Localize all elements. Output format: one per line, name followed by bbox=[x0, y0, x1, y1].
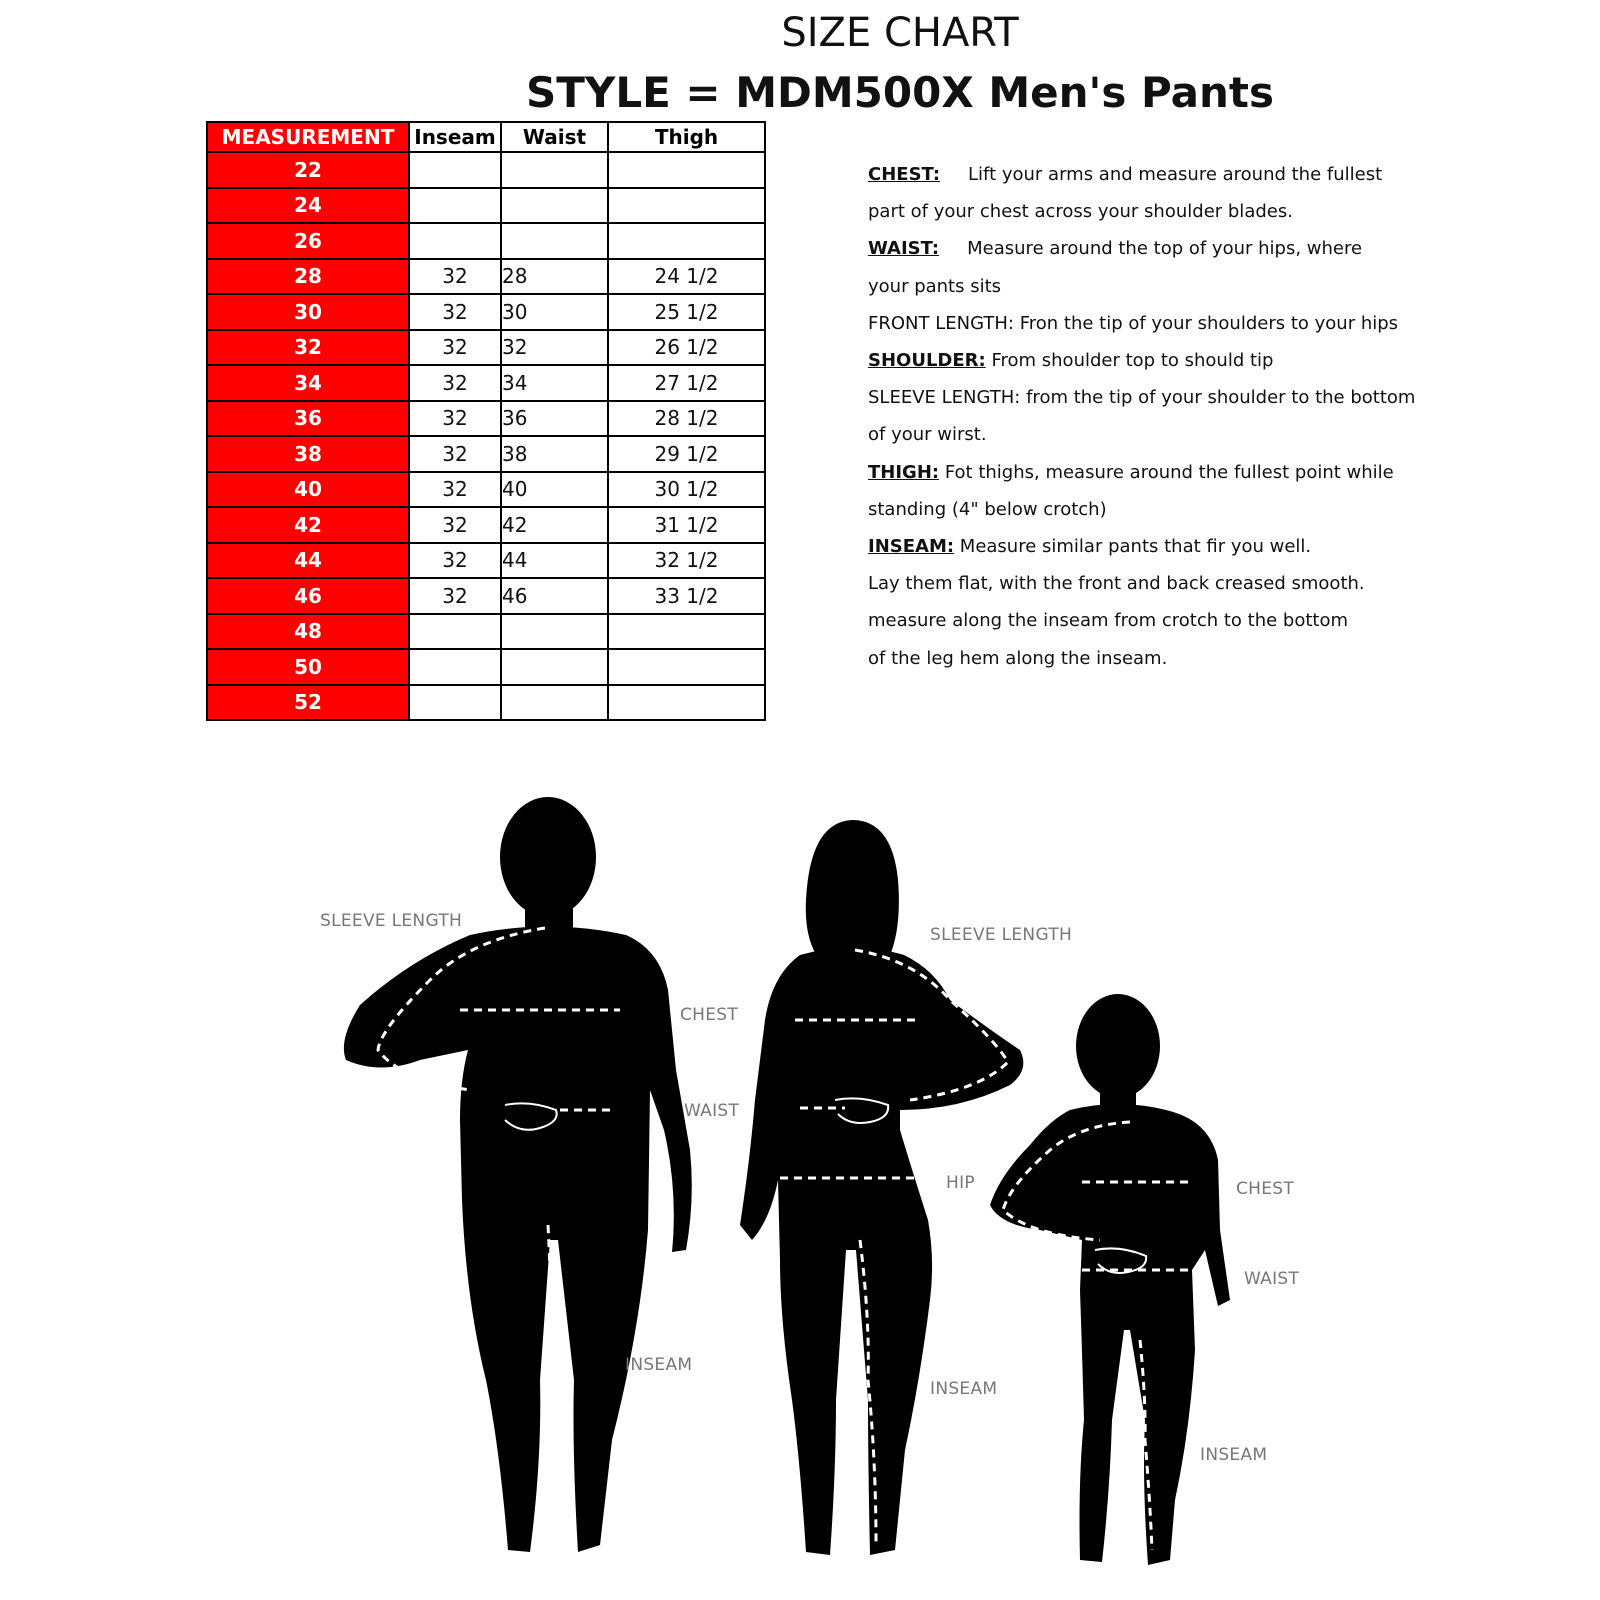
waist-cell: 34 bbox=[501, 365, 608, 401]
waist-cell: 42 bbox=[501, 507, 608, 543]
inseam-cell: 32 bbox=[409, 330, 501, 366]
waist-cell: 46 bbox=[501, 578, 608, 614]
col-header-measurement: MEASUREMENT bbox=[207, 122, 409, 152]
thigh-cell: 28 1/2 bbox=[608, 401, 765, 437]
note-inseam-label: INSEAM: bbox=[868, 536, 955, 558]
child-inseam-label: INSEAM bbox=[1200, 1445, 1268, 1465]
size-cell: 36 bbox=[207, 401, 409, 437]
note-inseam-text: Measure similar pants that fir you well. bbox=[959, 536, 1312, 558]
note-thigh-label: THIGH: bbox=[868, 461, 940, 483]
man-inseam-line bbox=[548, 1225, 560, 1535]
size-cell: 48 bbox=[207, 614, 409, 650]
size-cell: 50 bbox=[207, 649, 409, 685]
note-thigh-text-2: standing (4" below crotch) bbox=[868, 498, 1107, 520]
col-header-inseam: Inseam bbox=[409, 122, 501, 152]
size-cell: 38 bbox=[207, 436, 409, 472]
waist-cell: 32 bbox=[501, 330, 608, 366]
note-shoulder-text: From shoulder top to should tip bbox=[991, 350, 1274, 372]
inseam-cell: 32 bbox=[409, 294, 501, 330]
thigh-cell: 31 1/2 bbox=[608, 507, 765, 543]
thigh-cell: 26 1/2 bbox=[608, 330, 765, 366]
waist-cell: 36 bbox=[501, 401, 608, 437]
page-title: SIZE CHART bbox=[781, 10, 1019, 56]
note-front-length: FRONT LENGTH: Fron the tip of your shoulders to your hips bbox=[868, 312, 1399, 334]
col-header-waist: Waist bbox=[501, 122, 608, 152]
size-cell: 44 bbox=[207, 543, 409, 579]
man-inseam-label: INSEAM bbox=[625, 1355, 693, 1375]
thigh-cell: 32 1/2 bbox=[608, 543, 765, 579]
thigh-cell: 29 1/2 bbox=[608, 436, 765, 472]
waist-cell: 28 bbox=[501, 259, 608, 295]
waist-cell: 40 bbox=[501, 472, 608, 508]
style-heading: STYLE = MDM500X Men's Pants bbox=[526, 68, 1274, 117]
note-waist-text-2: your pants sits bbox=[868, 275, 1002, 297]
inseam-cell: 32 bbox=[409, 472, 501, 508]
note-chest-label: CHEST: bbox=[868, 164, 941, 185]
thigh-cell: 30 1/2 bbox=[608, 472, 765, 508]
note-chest-text-2: part of your chest across your shoulder blades. bbox=[868, 201, 1293, 223]
size-cell: 52 bbox=[207, 685, 409, 721]
inseam-cell: 32 bbox=[409, 401, 501, 437]
thigh-cell: 25 1/2 bbox=[608, 294, 765, 330]
man-chest-label: CHEST bbox=[680, 1005, 739, 1025]
size-cell: 22 bbox=[207, 152, 409, 188]
size-cell: 24 bbox=[207, 188, 409, 224]
inseam-cell: 32 bbox=[409, 365, 501, 401]
note-thigh-text: Fot thighs, measure around the fullest point while bbox=[944, 461, 1394, 483]
size-cell: 42 bbox=[207, 507, 409, 543]
size-cell: 34 bbox=[207, 365, 409, 401]
man-waist-label: WAIST bbox=[684, 1101, 740, 1121]
child-silhouette bbox=[990, 994, 1230, 1565]
woman-sleeve-label: SLEEVE LENGTH bbox=[930, 925, 1073, 945]
size-cell: 28 bbox=[207, 259, 409, 295]
woman-hip-label: HIP bbox=[946, 1173, 975, 1193]
size-cell: 26 bbox=[207, 223, 409, 259]
waist-cell: 30 bbox=[501, 294, 608, 330]
inseam-cell: 32 bbox=[409, 578, 501, 614]
waist-cell: 38 bbox=[501, 436, 608, 472]
note-chest-text: Lift your arms and measure around the fullest bbox=[968, 164, 1383, 185]
waist-cell: 44 bbox=[501, 543, 608, 579]
size-cell: 40 bbox=[207, 472, 409, 508]
note-inseam-text-3: measure along the inseam from crotch to the bottom bbox=[868, 610, 1348, 632]
note-sleeve-text: SLEEVE LENGTH: from the tip of your shoulder to the bottom bbox=[868, 387, 1416, 409]
inseam-cell: 32 bbox=[409, 436, 501, 472]
thigh-cell: 33 1/2 bbox=[608, 578, 765, 614]
man-sleeve-label: SLEEVE LENGTH bbox=[320, 911, 463, 931]
note-waist-text: Measure around the top of your hips, where bbox=[967, 238, 1363, 260]
col-header-thigh: Thigh bbox=[608, 122, 765, 152]
inseam-cell: 32 bbox=[409, 259, 501, 295]
size-cell: 30 bbox=[207, 294, 409, 330]
size-cell: 32 bbox=[207, 330, 409, 366]
thigh-cell: 27 1/2 bbox=[608, 365, 765, 401]
note-inseam-text-4: of the leg hem along the inseam. bbox=[868, 647, 1168, 669]
inseam-cell: 32 bbox=[409, 543, 501, 579]
child-chest-label: CHEST bbox=[1236, 1179, 1295, 1199]
thigh-cell: 24 1/2 bbox=[608, 259, 765, 295]
note-shoulder-label: SHOULDER: bbox=[868, 350, 986, 372]
size-cell: 46 bbox=[207, 578, 409, 614]
woman-inseam-label: INSEAM bbox=[930, 1379, 998, 1399]
note-sleeve-text-2: of your wirst. bbox=[868, 424, 987, 446]
note-inseam-text-2: Lay them flat, with the front and back creased smooth. bbox=[868, 573, 1365, 595]
child-waist-label: WAIST bbox=[1244, 1269, 1300, 1289]
inseam-cell: 32 bbox=[409, 507, 501, 543]
note-waist-label: WAIST: bbox=[868, 238, 940, 260]
